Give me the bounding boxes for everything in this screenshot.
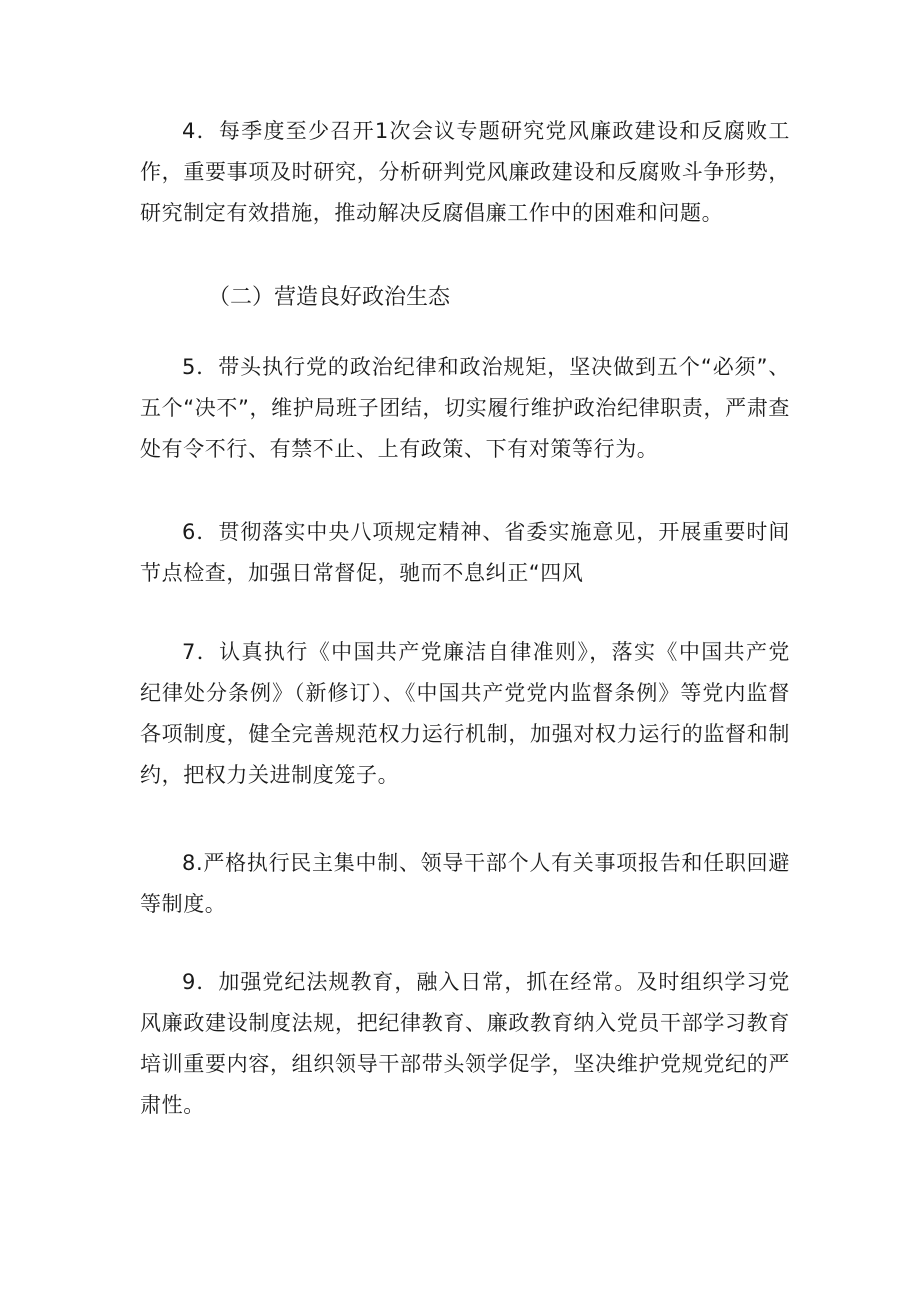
paragraph-item-8: 8.严格执行民主集中制、领导干部个人有关事项报告和任职回避等制度。 (140, 851, 790, 916)
paragraph-item-7: 7．认真执行《中国共产党廉洁自律准则》，落实《中国共产党纪律处分条例》（新修订）、《中国共产党党内监督条例》等党内监督各项制度，健全完善规范权力运行机制，加强对权力运行的监督和制约，把权力关进制度笼子。 (140, 640, 790, 787)
paragraph-item-5: 5．带头执行党的政治纪律和政治规矩，坚决做到五个“必须”、五个“决不”，维护局班子团结，切实履行维护政治纪律职责，严肃查处有令不行、有禁不止、上有政策、下有对策等行为。 (140, 355, 790, 461)
paragraph-item-6: 6．贯彻落实中央八项规定精神、省委实施意见，开展重要时间节点检查，加强日常督促，驰而不息纠正“四风 (140, 520, 790, 585)
section-heading-2: （二）营造良好政治生态 (208, 285, 451, 310)
paragraph-item-4: 4．每季度至少召开1次会议专题研究党风廉政建设和反腐败工作，重要事项及时研究，分析研判党风廉政建设和反腐败斗争形势，研究制定有效措施，推动解决反腐倡廉工作中的困难和问题。 (140, 119, 790, 225)
paragraph-item-9: 9．加强党纪法规教育，融入日常，抓在经常。及时组织学习党风廉政建设制度法规，把纪律教育、廉政教育纳入党员干部学习教育培训重要内容，组织领导干部带头领学促学，坚决维护党规党纪的严肃性。 (140, 970, 790, 1117)
